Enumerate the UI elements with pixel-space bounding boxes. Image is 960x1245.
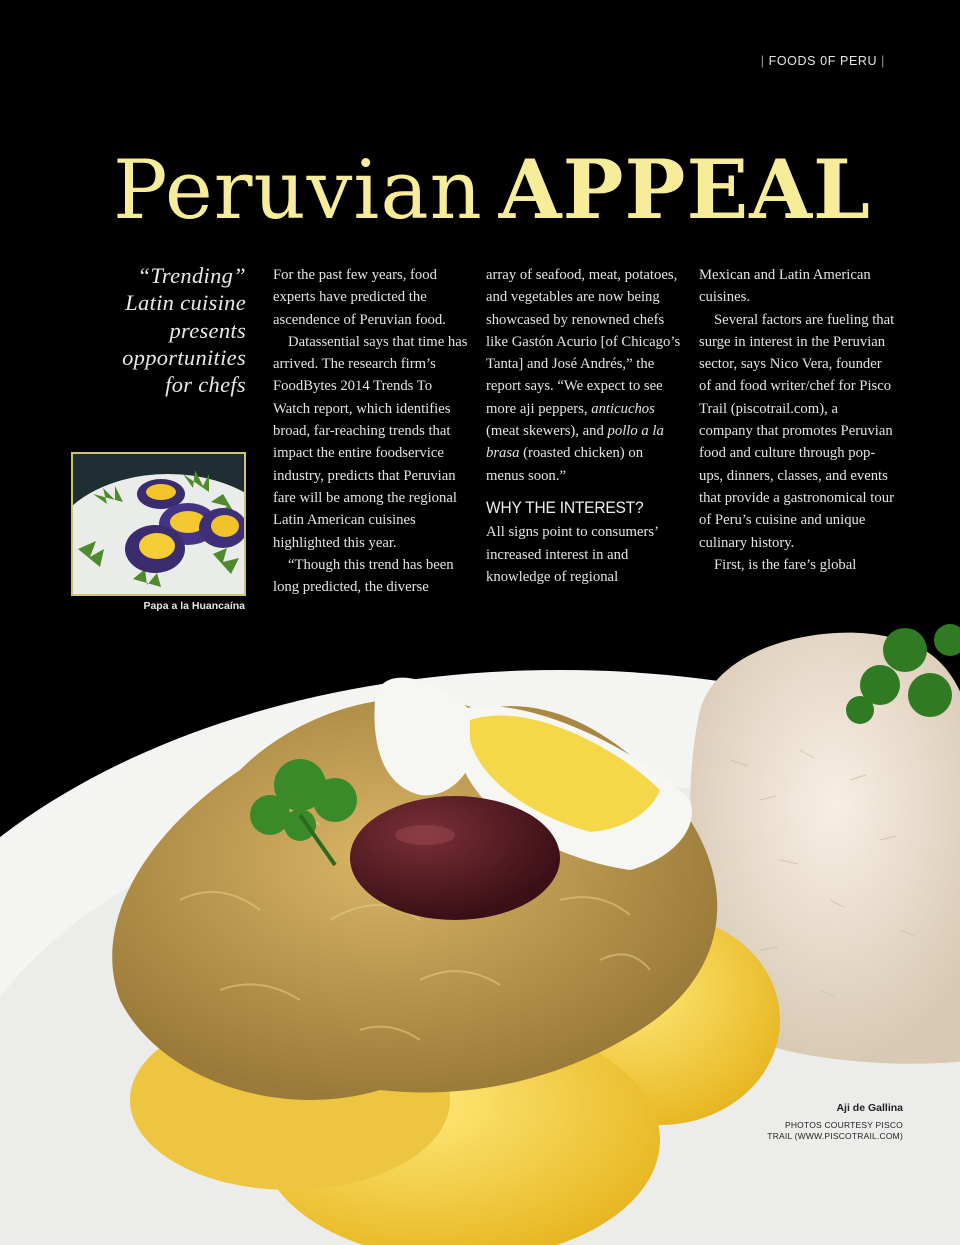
papa-huancaina-photo <box>71 452 246 596</box>
thumbnail-caption: Papa a la Huancaína <box>143 600 245 612</box>
photo-credit-line: PHOTOS COURTESY PISCO <box>784 1120 903 1130</box>
deck-line: Latin cuisine <box>125 290 246 316</box>
section-tag-divider: | <box>760 54 765 68</box>
paragraph: Mexican and Latin American cuisines. <box>699 267 871 306</box>
deck-line: for chefs <box>165 372 246 398</box>
photo-credit-line: TRAIL (WWW.PISCOTRAIL.COM) <box>767 1130 903 1141</box>
photo-caption <box>683 1102 903 1141</box>
page-title-bold: APPEAL <box>498 143 871 238</box>
page-title <box>0 143 960 238</box>
paragraph <box>486 264 682 487</box>
article-column-1 <box>273 264 469 598</box>
aji-de-gallina-photo <box>0 600 960 1245</box>
deck-line: “Trending” <box>137 263 246 288</box>
section-subhead: WHY THE INTEREST? <box>486 498 644 517</box>
paragraph-text: array of seafood, meat, potatoes, and vegetables are now being showcased by renowned chefs like Gastón Acurio [of Chicago’s Tanta] and José Andrés,” the report says. “We expect to see more aji peppers, <box>486 267 681 417</box>
page-title-light: Peruvian <box>112 144 483 238</box>
deck-line: opportunities <box>122 344 246 370</box>
paragraph: For the past few years, food experts have predicted the ascendence of Peruvian food. <box>273 267 446 328</box>
photo-caption-title: Aji de Gallina <box>836 1102 903 1114</box>
italic-term: pollo a la brasa <box>486 423 664 462</box>
paragraph: Several factors are fueling that surge in interest in the Peruvian sector, says Nico Vera, founder of and food writer/chef for Pisco Trail (piscotrail.com), a company that promotes Peruvian food and culture through pop-ups, dinners, classes, and events that provide a gastronomical tour of Peru’s cuisine and unique culinary history. <box>699 311 895 551</box>
deck-subtitle <box>86 262 246 398</box>
article-column-3 <box>699 264 895 576</box>
paragraph: All signs point to consumers’ increased interest in and knowledge of regional <box>486 524 658 585</box>
section-tag <box>757 54 889 68</box>
section-tag-divider: | <box>881 54 885 68</box>
paragraph-text: (meat skewers), and <box>486 423 608 440</box>
paragraph-text: (roasted chicken) on menus soon.” <box>486 445 644 484</box>
section-tag-label: FOODS 0F PERU <box>768 54 878 68</box>
italic-term: anticuchos <box>591 400 655 417</box>
article-column-2 <box>486 264 682 588</box>
paragraph: Datassential says that time has arrived. The research firm’s FoodBytes 2014 Trends To Watch report, which identifies broad, far-reaching trends that impact the entire foodservice industry, predicts that Peruvian fare will be among the regional Latin American cuisines highlighted this year. <box>273 333 468 551</box>
deck-line: presents <box>169 317 246 343</box>
paragraph: First, is the fare’s global <box>714 556 857 573</box>
paragraph: “Though this trend has been long predicted, the diverse <box>273 556 454 596</box>
